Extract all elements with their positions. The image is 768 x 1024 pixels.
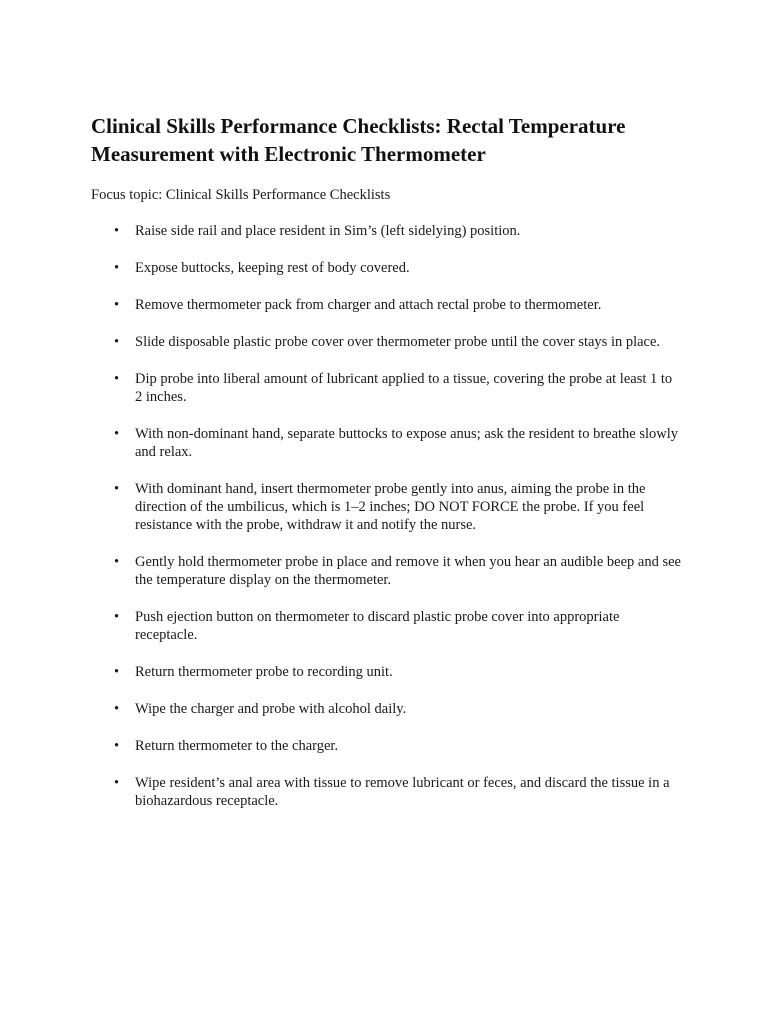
- checklist-step: [91, 737, 681, 755]
- checklist-step: [91, 425, 681, 461]
- step-text: Wipe resident’s anal area with tissue to remove lubricant or feces, and discard the tissue in a biohazardous receptacle.: [135, 775, 670, 809]
- checklist-step: [91, 222, 681, 240]
- step-text: Push ejection button on thermometer to discard plastic probe cover into appropriate receptacle.: [135, 609, 620, 643]
- bullet-icon: •: [114, 260, 120, 276]
- bullet-icon: •: [114, 775, 120, 791]
- step-text: With dominant hand, insert thermometer probe gently into anus, aiming the probe in the direction of the umbilicus, which is 1–2 inches; DO NOT FORCE the probe. If you feel resistance with the probe, withdraw it and notify the nurse.: [135, 481, 646, 533]
- bullet-icon: •: [114, 701, 120, 717]
- checklist-step: [91, 333, 681, 351]
- step-text: Return thermometer to the charger.: [135, 738, 339, 754]
- bullet-icon: •: [114, 297, 120, 313]
- checklist-step: [91, 608, 681, 644]
- bullet-icon: •: [114, 738, 120, 754]
- step-text: Expose buttocks, keeping rest of body covered.: [135, 260, 410, 276]
- bullet-icon: •: [114, 426, 120, 442]
- checklist-step: [91, 774, 681, 810]
- title-line-2: Measurement with Electronic Thermometer: [91, 142, 486, 166]
- step-text: Remove thermometer pack from charger and attach rectal probe to thermometer.: [135, 297, 602, 313]
- step-text: Gently hold thermometer probe in place and remove it when you hear an audible beep and see the temperature display on the thermometer.: [135, 554, 681, 588]
- bullet-icon: •: [114, 664, 120, 680]
- bullet-icon: •: [114, 609, 120, 625]
- checklist-step: [91, 553, 681, 589]
- bullet-icon: •: [114, 223, 120, 239]
- bullet-icon: •: [114, 481, 120, 497]
- step-text: Wipe the charger and probe with alcohol daily.: [135, 701, 407, 717]
- checklist-step: [91, 296, 681, 314]
- checklist-step: [91, 370, 681, 406]
- checklist-step: [91, 663, 681, 681]
- focus-topic: Focus topic: Clinical Skills Performance Checklists: [91, 187, 391, 203]
- checklist-step: [91, 480, 681, 534]
- title-line-1: Clinical Skills Performance Checklists: Rectal Temperature: [91, 114, 626, 138]
- document-page: [91, 112, 681, 829]
- checklist-steps: [91, 222, 681, 810]
- step-text: Slide disposable plastic probe cover over thermometer probe until the cover stays in place.: [135, 334, 661, 350]
- checklist-step: [91, 259, 681, 277]
- bullet-icon: •: [114, 554, 120, 570]
- step-text: Raise side rail and place resident in Sim’s (left sidelying) position.: [135, 223, 521, 239]
- step-text: With non-dominant hand, separate buttocks to expose anus; ask the resident to breathe slowly and relax.: [135, 426, 679, 460]
- bullet-icon: •: [114, 334, 120, 350]
- checklist-step: [91, 700, 681, 718]
- step-text: Dip probe into liberal amount of lubricant applied to a tissue, covering the probe at least 1 to 2 inches.: [135, 371, 673, 405]
- bullet-icon: •: [114, 371, 120, 387]
- step-text: Return thermometer probe to recording unit.: [135, 664, 393, 680]
- document-title: [91, 112, 681, 168]
